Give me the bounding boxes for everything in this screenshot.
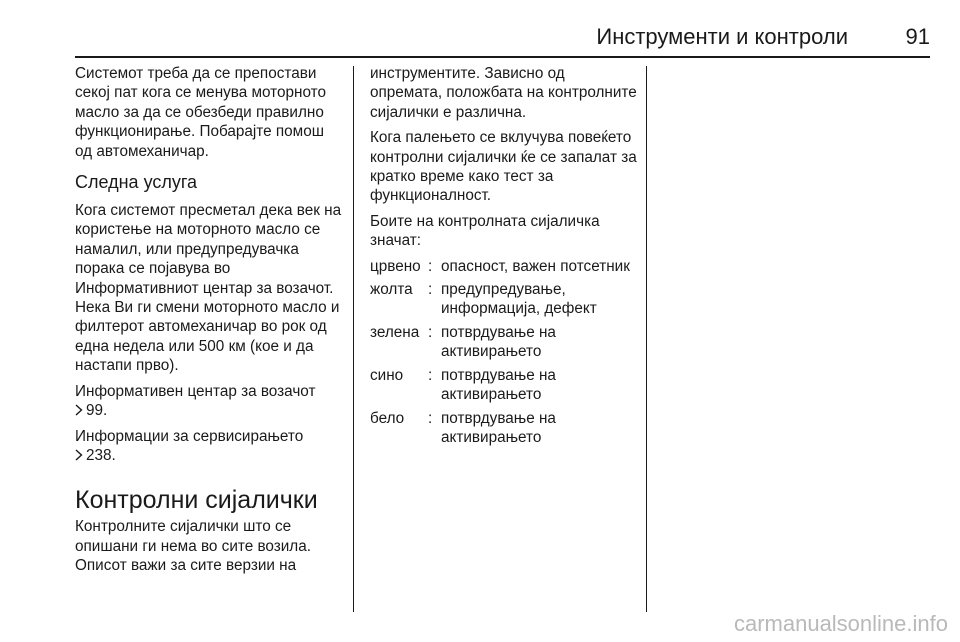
color-name: жолта	[370, 281, 413, 299]
reference-text: Информации за сервисирањето	[75, 427, 304, 445]
page-header	[0, 0, 960, 58]
list-item	[370, 409, 638, 448]
column-divider-1	[353, 66, 354, 612]
watermark: carmanualsonline.info	[733, 611, 948, 636]
separator: :	[428, 323, 433, 341]
separator: :	[428, 366, 433, 384]
column-2	[370, 64, 638, 451]
separator: :	[428, 409, 433, 427]
list-item	[370, 323, 638, 362]
reference-service-info	[75, 427, 345, 466]
color-name: црвено	[370, 257, 421, 275]
list-item	[370, 366, 638, 405]
color-name: зелена	[370, 323, 420, 341]
reference-driver-info	[75, 382, 345, 421]
continued-paragraph: инструментите. Зависно од опремата, положбата на контролните сијалички е различна.	[370, 65, 637, 121]
ignition-paragraph: Кога палењето се вклучува повеќето контролни сијалички ќе се запалат за кратко време како тест за функционалност.	[370, 129, 637, 205]
reference-text: Информативен центар за возачот	[75, 382, 316, 400]
column-1	[75, 64, 345, 582]
column-divider-2	[646, 66, 647, 612]
color-meaning: опасност, важен потсетник	[441, 257, 630, 275]
next-service-heading: Следна услуга	[75, 172, 198, 193]
color-meaning: потврдување на активирањето	[441, 366, 556, 404]
color-meaning: потврдување на активирањето	[441, 409, 556, 446]
color-name: сино	[370, 366, 404, 384]
colors-intro: Боите на контролната сијаличка значат:	[370, 212, 600, 250]
page-number: 91	[905, 24, 930, 49]
section-heading: Контролни сијалички	[75, 486, 318, 515]
header-rule	[75, 56, 930, 58]
color-meaning: предупредување, информација, дефект	[441, 281, 597, 318]
color-meaning-list	[370, 257, 638, 448]
page-title: Инструменти и контроли	[596, 24, 848, 49]
next-service-body: Кога системот пресметал дека век на користење на моторното масло се намалил, или предупредувачка порака се појавува во Информативниот центар за возачот. Нека Ви ги смени моторното масло и филтерот автомеханичар во рок од една недела или 500 км (кое и да настапи прво).	[75, 202, 342, 375]
color-name: бело	[370, 409, 405, 427]
reference-page[interactable]: 238.	[86, 446, 116, 464]
separator: :	[428, 257, 433, 275]
list-item	[370, 257, 638, 276]
section-body: Контролните сијалички што се опишани ги нема во сите возила. Описот важи за сите верзии на	[75, 518, 311, 575]
intro-paragraph: Системот треба да се препостави секој пат кога се менува моторното масло за да се обезбеди правилно функционирање. Побарајте помош од автомеханичар.	[75, 65, 326, 160]
separator: :	[428, 281, 433, 299]
page-reference-arrow-icon	[75, 446, 86, 465]
reference-page[interactable]: 99.	[86, 402, 108, 420]
list-item	[370, 280, 638, 319]
page-reference-arrow-icon	[75, 401, 86, 420]
color-meaning: потврдување на активирањето	[441, 323, 556, 361]
